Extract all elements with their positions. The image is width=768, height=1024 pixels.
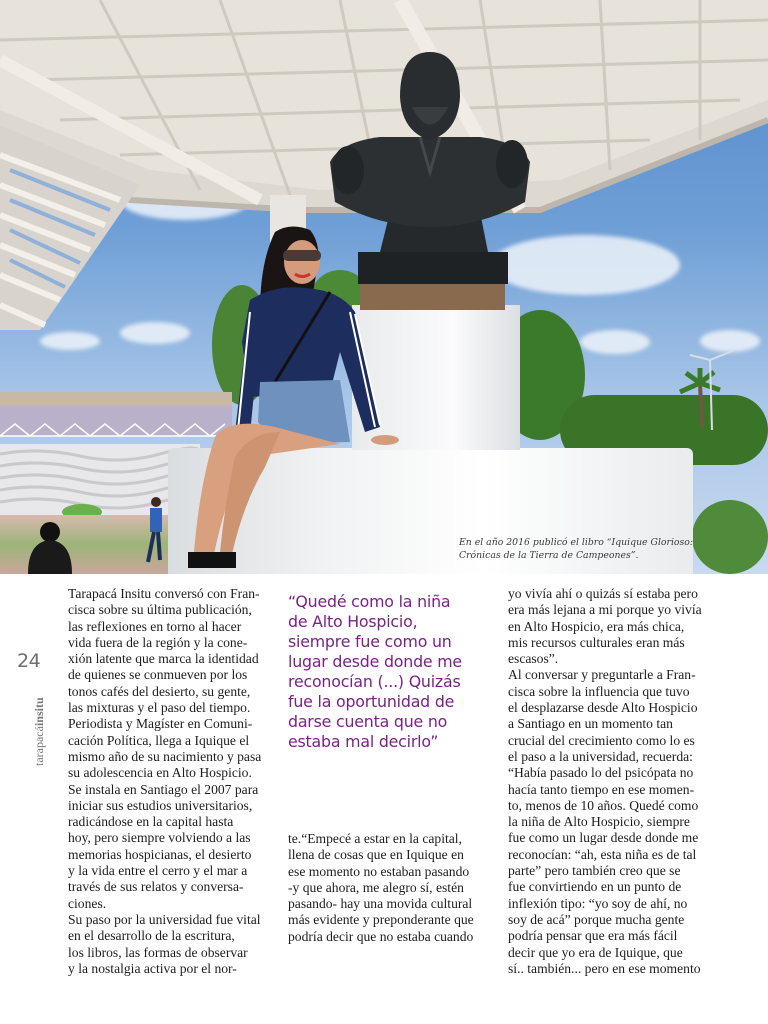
quote-line: reconocían (...) Quizás <box>288 672 461 691</box>
body-line: de quienes se conmueven por los <box>68 667 248 683</box>
body-line: radicándose en la capital hasta <box>68 814 234 830</box>
body-line: escasos”. <box>508 651 559 667</box>
quote-line: de Alto Hospicio, <box>288 612 418 631</box>
body-line: fue convirtiendo en un punto de <box>508 879 682 895</box>
body-line: -y que ahora, me alegro sí, estén <box>288 879 464 895</box>
body-line: to, menos de 10 años. Quedé como <box>508 797 699 813</box>
body-line: crucial del crecimiento como lo es <box>508 732 695 748</box>
body-line: hacía tanto tiempo en ese momen- <box>508 781 695 797</box>
body-line: través de sus relatos y conversa- <box>68 879 244 895</box>
body-line: cisca sobre la influencia que tuvo <box>508 683 690 699</box>
body-line: decir que yo era de Iquique, que <box>508 944 683 960</box>
cloud <box>40 332 100 350</box>
body-line: a Santiago en un momento tan <box>508 716 673 732</box>
body-line: podría decir que no estaba cuando <box>288 928 474 944</box>
body-line: fue como un lugar desde donde me <box>508 830 699 846</box>
body-line: inflexión tipo: “yo soy de ahí, no <box>508 895 688 911</box>
body-line: Su paso por la universidad fue vital <box>68 911 261 927</box>
quote-line: darse cuenta que no <box>288 712 448 731</box>
body-line: mismo año de su nacimiento y pasa <box>68 748 262 764</box>
article-column-2 <box>288 831 488 945</box>
body-line: yo vivía ahí o quizás sí estaba pero <box>508 586 698 601</box>
caption-line: En el año 2016 publicó el libro “Iquique Glorioso: <box>459 537 694 548</box>
body-line: las mixturas y el paso del tiempo. <box>68 700 251 716</box>
body-line: te.“Empecé a estar en la capital, <box>288 831 462 846</box>
body-line: y la vida entre el cerro y el mar a <box>68 863 248 879</box>
pull-quote <box>288 592 488 752</box>
body-line: el paso a la universidad, recuerda: <box>508 748 693 764</box>
body-line: los libros, las formas de observar <box>68 944 248 960</box>
magazine-name-regular: tarapacá <box>32 726 46 766</box>
quote-line: lugar desde donde me <box>288 652 462 671</box>
quote-line: estaba mal decirlo” <box>288 732 439 751</box>
body-line: parte” pero también creo que se <box>508 863 681 879</box>
body-line: la niña de Alto Hospicio, siempre <box>508 814 690 830</box>
body-line: memorias hospicianas, el desierto <box>68 846 252 862</box>
body-line: Tarapacá Insitu conversó con Fran- <box>68 586 260 601</box>
street-lamp <box>690 350 750 430</box>
article-column-1 <box>68 586 268 977</box>
cloud <box>700 330 760 352</box>
body-line: Periodista y Magíster en Comuni- <box>68 716 253 732</box>
magazine-name <box>32 697 47 766</box>
body-line: mis recursos culturales eran más <box>508 634 685 650</box>
body-line: ciones. <box>68 895 107 911</box>
body-line: Al conversar y preguntarle a Fran- <box>508 667 696 683</box>
stairs <box>0 125 140 330</box>
body-line: ese momento no estaban pasando <box>288 863 470 879</box>
person-background <box>22 522 78 574</box>
body-line: soy de acá” porque mucha gente <box>508 911 685 927</box>
body-line: más evidente y preponderante que <box>288 912 474 928</box>
article-column-3 <box>508 586 708 977</box>
body-line: y la nostalgia activa por el nor- <box>68 960 237 976</box>
body-line: podría pensar que era más fácil <box>508 928 678 944</box>
body-line: reconocían: “ah, esta niña es de tal <box>508 846 697 862</box>
body-line: el desplazarse desde Alto Hospicio <box>508 700 698 716</box>
magazine-name-bold: insitu <box>32 697 46 727</box>
body-line: cisca sobre su última publicación, <box>68 602 252 618</box>
body-line: en el desarrollo de la escritura, <box>68 928 235 944</box>
body-line: era más lejana a mi porque yo vivía <box>508 602 702 618</box>
caption-line: Crónicas de la Tierra de Campeones”. <box>459 550 639 561</box>
body-line: sí.. también... pero en ese momento <box>508 960 701 976</box>
photo-caption <box>459 536 719 562</box>
body-line: pasando- hay una movida cultural <box>288 896 473 912</box>
body-line: Se instala en Santiago el 2007 para <box>68 781 259 797</box>
child-background <box>142 496 168 566</box>
cloud <box>580 330 650 354</box>
body-line: xión latente que marca la identidad <box>68 651 259 667</box>
quote-line: siempre fue como un <box>288 632 452 651</box>
body-line: su adolescencia en Alto Hospicio. <box>68 765 252 781</box>
quote-line: fue la oportunidad de <box>288 692 455 711</box>
body-line: las reflexiones en torno al hacer <box>68 618 242 634</box>
woman-sitting <box>180 222 410 574</box>
body-line: iniciar sus estudios universitarios, <box>68 797 253 813</box>
page-number: 24 <box>17 650 41 672</box>
body-line: llena de cosas que en Iquique en <box>288 847 464 863</box>
body-line: en Alto Hospicio, era más chica, <box>508 618 685 634</box>
body-line: tonos cafés del desierto, su gente, <box>68 683 251 699</box>
quote-line: “Quedé como la niña <box>288 592 451 611</box>
body-line: “Había pasado lo del psicópata no <box>508 765 694 781</box>
body-line: vida fuera de la región y la cone- <box>68 634 248 650</box>
body-line: hoy, pero siempre volviendo a las <box>68 830 251 846</box>
body-line: cación Política, llega a Iquique el <box>68 732 250 748</box>
